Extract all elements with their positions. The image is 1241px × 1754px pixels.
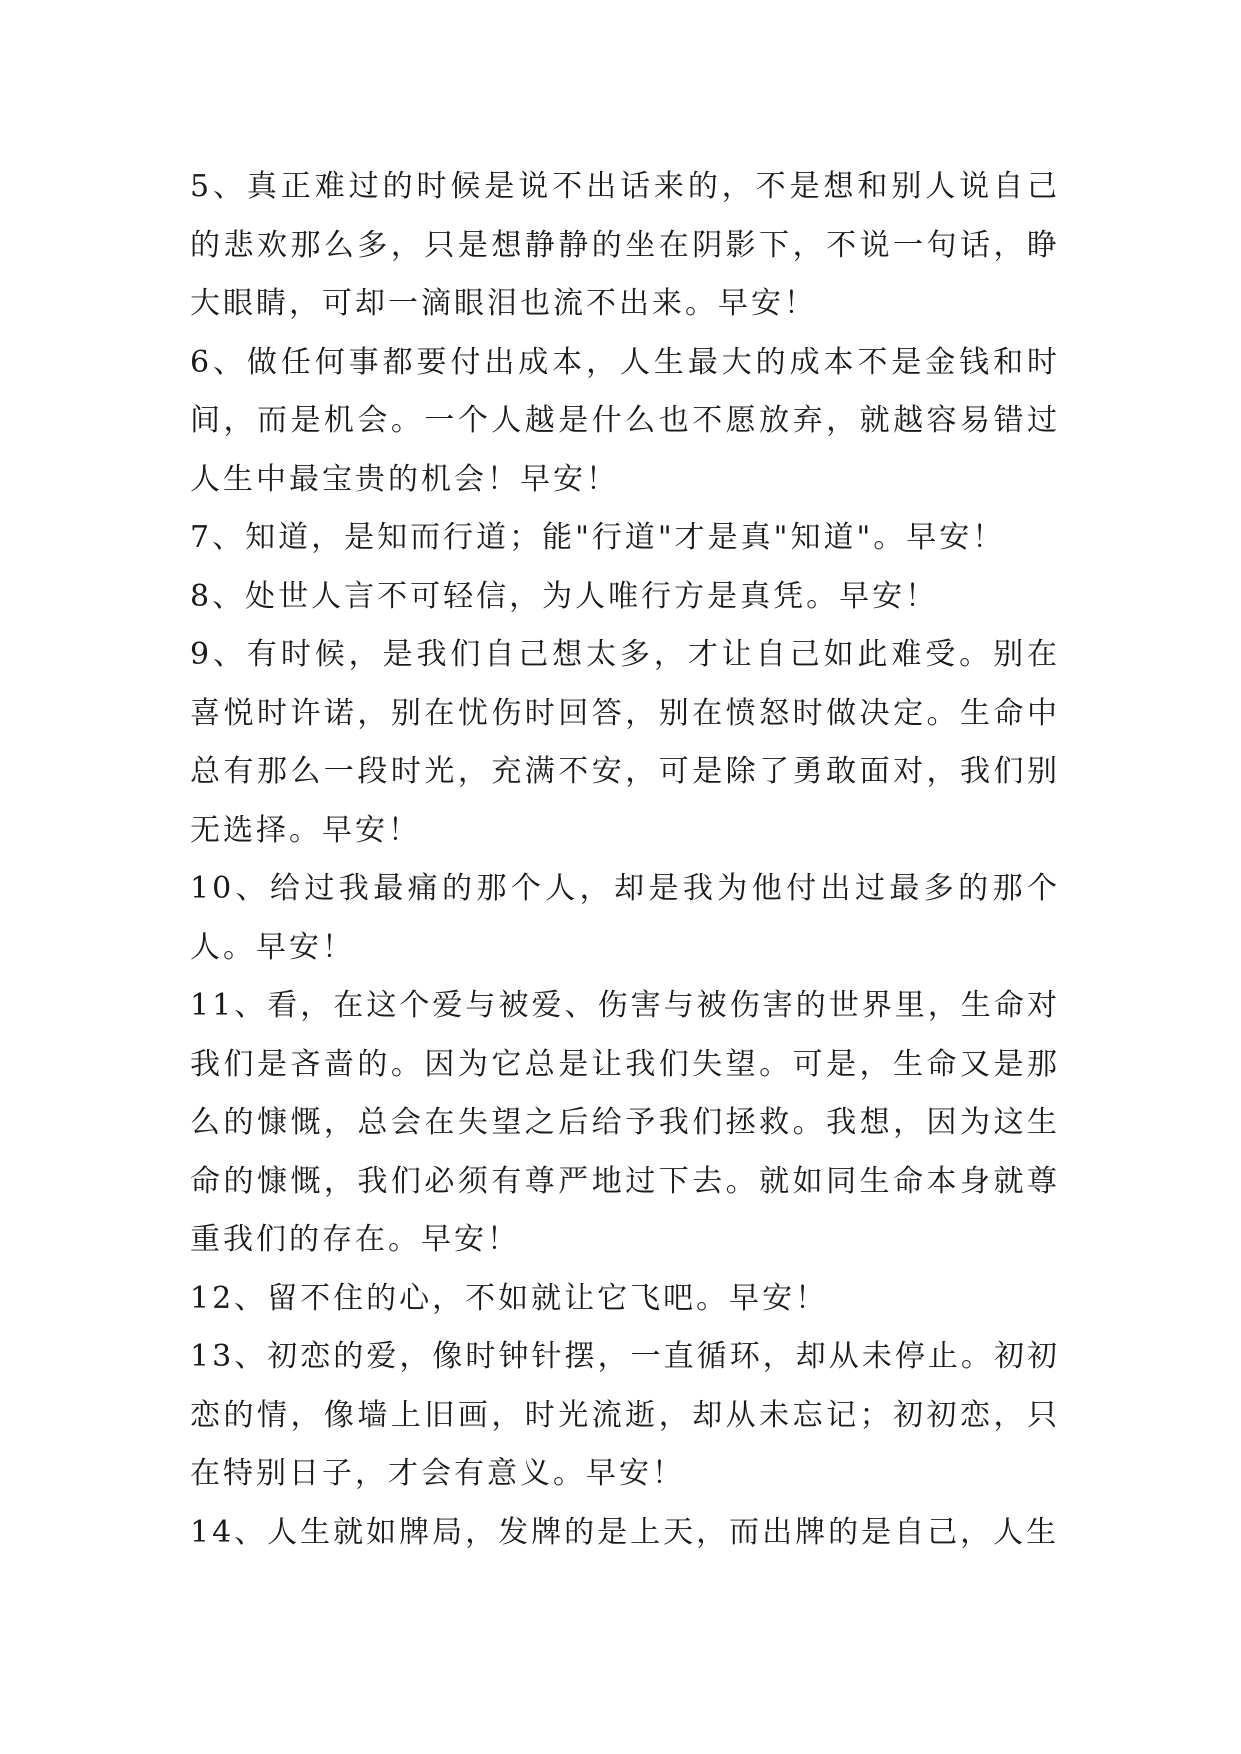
paragraph-item-9: 9、有时候，是我们自己想太多，才让自己如此难受。别在喜悦时许诺，别在忧伤时回答，别在愤怒时做决定。生命中总有那么一段时光，充满不安，可是除了勇敢面对，我们别无选择。早安！ (190, 637, 1060, 848)
paragraph-item-8: 8、处世人言不可轻信，为人唯行方是真凭。早安！ (190, 578, 939, 614)
paragraph-item-13: 13、初恋的爱，像时钟针摆，一直循环，却从未停止。初初恋的情，像墙上旧画，时光流逝，却从未忘记；初初恋，只在特别日子，才会有意义。早安！ (190, 1339, 1060, 1491)
paragraph-item-12: 12、留不住的心，不如就让它飞吧。早安！ (190, 1280, 829, 1316)
paragraph-item-10: 10、给过我最痛的那个人，却是我为他付出过最多的那个人。早安！ (190, 871, 1060, 965)
paragraph-item-11: 11、看，在这个爱与被爱、伤害与被伤害的世界里，生命对我们是吝啬的。因为它总是让我们失望。可是，生命又是那么的慷慨，总会在失望之后给予我们拯救。我想，因为这生命的慷慨，我们必须有尊严地过下去。就如同生命本身就尊重我们的存在。早安！ (190, 988, 1060, 1257)
document-body (190, 158, 1060, 1562)
paragraph-item-14: 14、人生就如牌局，发牌的是上天，而出牌的是自己，人生 (190, 1514, 1060, 1550)
paragraph-item-5: 5、真正难过的时候是说不出话来的，不是想和别人说自己的悲欢那么多，只是想静静的坐在阴影下，不说一句话，睁大眼睛，可却一滴眼泪也流不出来。早安！ (190, 169, 1060, 321)
paragraph-item-6: 6、做任何事都要付出成本，人生最大的成本不是金钱和时间，而是机会。一个人越是什么也不愿放弃，就越容易错过人生中最宝贵的机会！早安！ (190, 344, 1060, 497)
paragraph-item-7: 7、知道，是知而行道；能"行道"才是真"知道"。早安！ (190, 520, 1006, 555)
